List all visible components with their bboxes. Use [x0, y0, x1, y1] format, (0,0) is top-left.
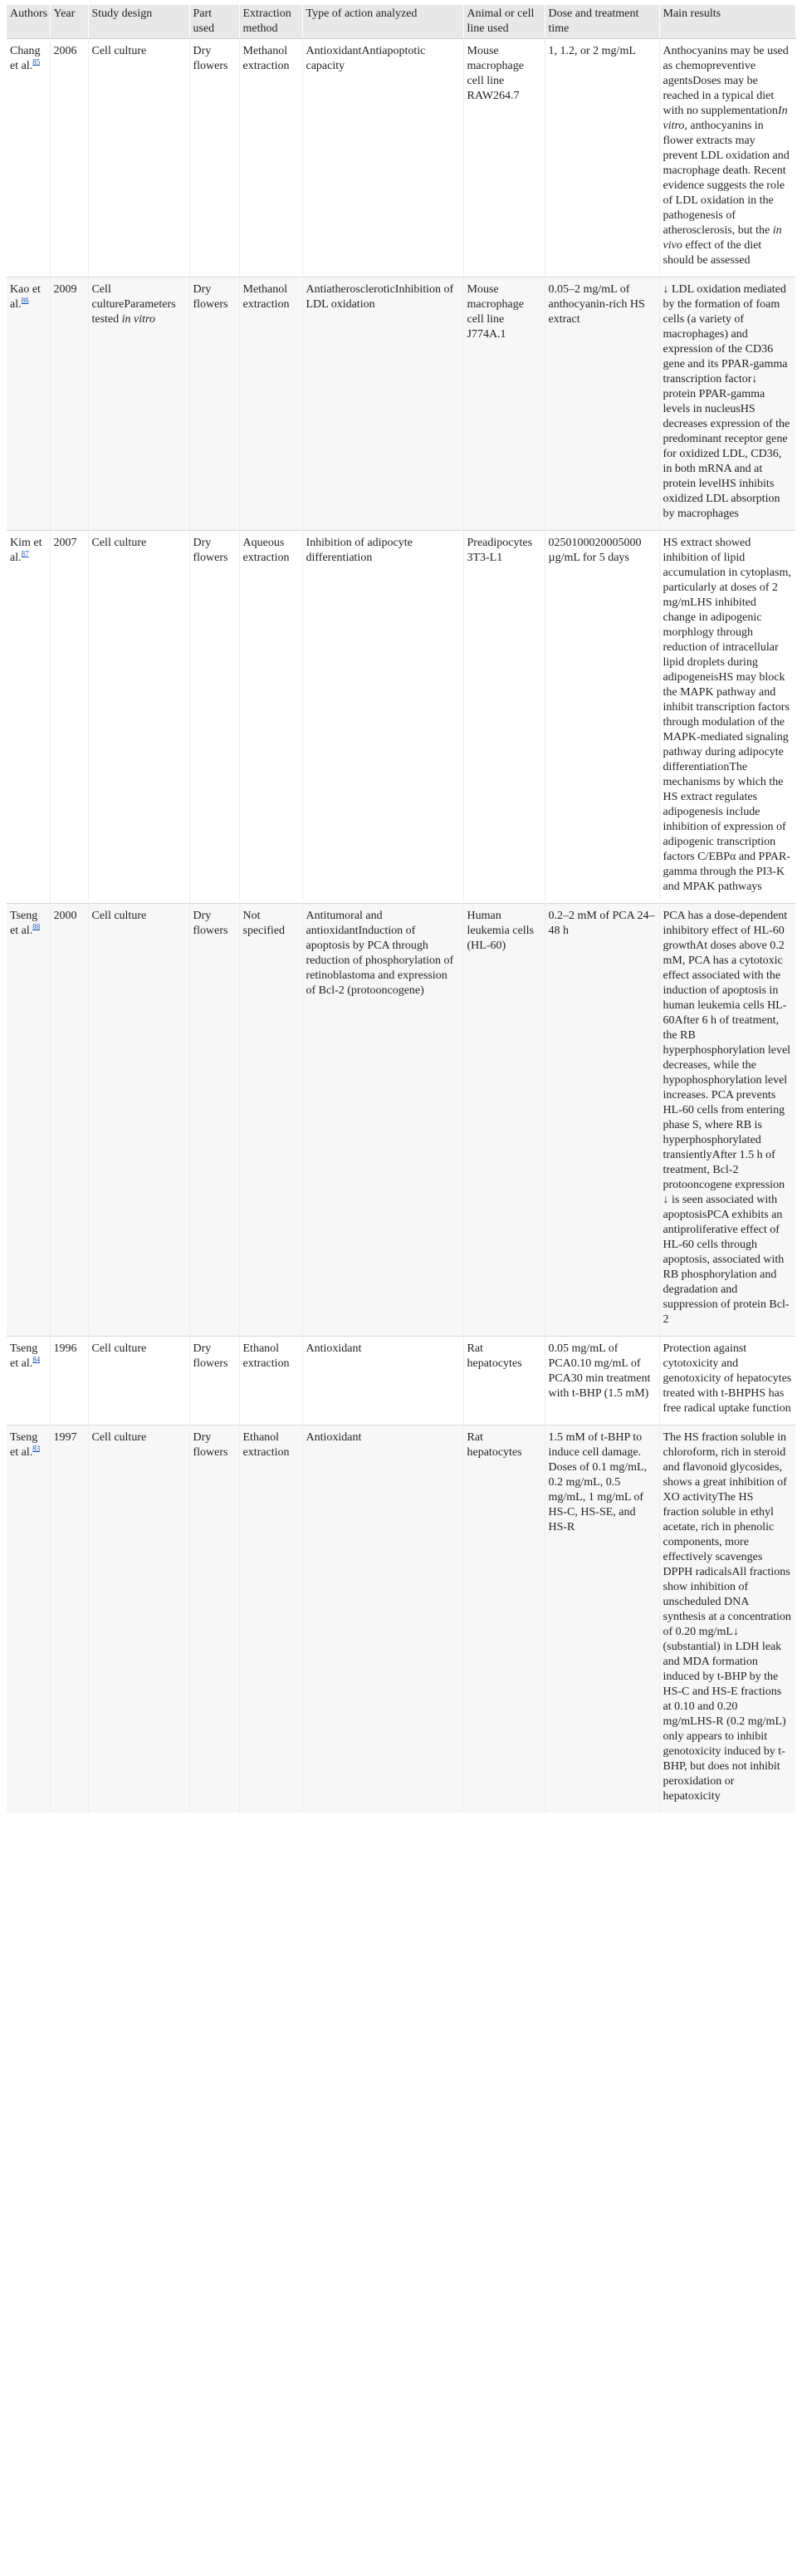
cell-main-results — [659, 277, 795, 531]
cell-year: 1996 — [50, 1337, 88, 1425]
cell-animal-cell-line: Rat hepatocytes — [463, 1337, 545, 1425]
cell-study-design — [88, 531, 189, 904]
cell-study-design — [88, 277, 189, 531]
cell-authors — [7, 1425, 50, 1813]
cell-part-used: Dry flowers — [189, 277, 239, 531]
reference-link[interactable]: 85 — [32, 57, 41, 66]
author-name: Tseng et al. — [10, 1342, 38, 1370]
result-italic-text: in vivo — [663, 224, 782, 252]
cell-authors — [7, 39, 50, 277]
cell-action-type: Antioxidant — [302, 1425, 463, 1813]
cell-part-used: Dry flowers — [189, 1425, 239, 1813]
cell-authors — [7, 904, 50, 1337]
design-text: Cell culture — [91, 1342, 147, 1355]
cell-extraction-method: Methanol extraction — [239, 277, 302, 531]
cell-extraction-method: Not specified — [239, 904, 302, 1337]
cell-study-design — [88, 1337, 189, 1425]
cell-main-results — [659, 531, 795, 904]
cell-authors — [7, 531, 50, 904]
cell-study-design — [88, 39, 189, 277]
table-header-row — [7, 5, 795, 39]
design-italic-text: in vitro — [121, 313, 155, 326]
design-text: Cell culture — [91, 45, 147, 57]
reference-link[interactable]: 83 — [32, 1444, 41, 1453]
cell-extraction-method: Ethanol extraction — [239, 1425, 302, 1813]
reference-link[interactable]: 87 — [21, 549, 29, 558]
header-main-results: Main results — [659, 5, 795, 39]
cell-study-design — [88, 904, 189, 1337]
cell-extraction-method: Ethanol extraction — [239, 1337, 302, 1425]
cell-dose-treatment: 1, 1.2, or 2 mg/mL — [545, 39, 659, 277]
reference-link[interactable]: 88 — [32, 922, 41, 931]
cell-action-type: Antioxidant — [302, 1337, 463, 1425]
author-name: Tseng et al. — [10, 1431, 38, 1459]
cell-year: 2000 — [50, 904, 88, 1337]
header-dose-treatment: Dose and treatment time — [545, 5, 659, 39]
cell-main-results — [659, 1425, 795, 1813]
cell-action-type: Antitumoral and antioxidantInduction of apoptosis by PCA through reduction of phosphorylation of retinoblastoma and expression of Bcl-2 (protooncogene) — [302, 904, 463, 1337]
cell-dose-treatment: 0250100020005000 µg/mL for 5 days — [545, 531, 659, 904]
cell-extraction-method: Methanol extraction — [239, 39, 302, 277]
header-authors: Authors — [7, 5, 50, 39]
cell-dose-treatment: 0.05 mg/mL of PCA0.10 mg/mL of PCA30 min treatment with t-BHP (1.5 mM) — [545, 1337, 659, 1425]
header-action-type: Type of action analyzed — [302, 5, 463, 39]
cell-year: 2009 — [50, 277, 88, 531]
reference-link[interactable]: 84 — [32, 1355, 41, 1364]
header-extraction-method: Extraction method — [239, 5, 302, 39]
header-animal-cell-line: Animal or cell line used — [463, 5, 545, 39]
table-row — [7, 39, 795, 277]
author-name: Kim et al. — [10, 537, 42, 564]
cell-part-used: Dry flowers — [189, 1337, 239, 1425]
cell-main-results — [659, 904, 795, 1337]
cell-authors — [7, 277, 50, 531]
result-text: The HS fraction soluble in chloroform, rich in steroid and flavonoid glycosides, shows a great inhibition of XO activityThe HS fraction soluble in ethyl acetate, rich in phenolic components, more effectively scavenges DPPH radicalsAll fractions show inhibition of unscheduled DNA synthesis at a concentration of 0.20 mg/mL↓ (substantial) in LDH leak and MDA formation induced by t-BHP by the HS-C and HS-E fractions at 0.10 and 0.20 mg/mLHS-R (0.2 mg/mL) only appears to inhibit genotoxicity induced by t-BHP, but does not inhibit peroxidation or hepatoxicity — [663, 1431, 791, 1803]
cell-main-results — [659, 39, 795, 277]
cell-dose-treatment: 0.05–2 mg/mL of anthocyanin-rich HS extract — [545, 277, 659, 531]
cell-year: 2006 — [50, 39, 88, 277]
header-year: Year — [50, 5, 88, 39]
result-text: effect of the diet should be assessed — [663, 239, 762, 267]
result-text: ↓ LDL oxidation mediated by the formation of foam cells (a variety of macrophages) and expression of the CD36 gene and its PPAR-gamma transcription factor↓ protein PPAR-gamma levels in nucleusHS decreases expression of the predominant receptor gene for oxidized LDL, CD36, in both mRNA and at protein levelHS inhibits oxidized LDL absorption by macrophages — [663, 283, 790, 520]
result-text: PCA has a dose-dependent inhibitory effect of HL-60 growthAt doses above 0.2 mM, PCA has a cytotoxic effect associated with the induction of apoptosis in human leukemia cells HL-60After 6 h of treatment, the RB hyperphosphorylation level decreases, while the hypophosphorylation level increases. PCA prevents HL-60 cells from entering phase S, where RB is hyperphosphorylated transientlyAfter 1.5 h of treatment, Bcl-2 protooncogene expression ↓ is seen associated with apoptosisPCA exhibits an antiproliferative effect of HL-60 cells through apoptosis, associated with RB phosphorylation and degradation and suppression of protein Bcl-2 — [663, 910, 791, 1326]
cell-extraction-method: Aqueous extraction — [239, 531, 302, 904]
cell-action-type: AntioxidantAntiapoptotic capacity — [302, 39, 463, 277]
cell-animal-cell-line: Mouse macrophage cell line RAW264.7 — [463, 39, 545, 277]
cell-action-type: AntiatheroscleroticInhibition of LDL oxidation — [302, 277, 463, 531]
cell-dose-treatment: 1.5 mM of t-BHP to induce cell damage. Doses of 0.1 mg/mL, 0.2 mg/mL, 0.5 mg/mL, 1 mg/mL of HS-C, HS-SE, and HS-R — [545, 1425, 659, 1813]
design-text: Cell culture — [91, 910, 147, 922]
header-study-design: Study design — [88, 5, 189, 39]
cell-part-used: Dry flowers — [189, 39, 239, 277]
cell-animal-cell-line: Rat hepatocytes — [463, 1425, 545, 1813]
cell-year: 2007 — [50, 531, 88, 904]
author-name: Chang et al. — [10, 45, 41, 72]
studies-table — [7, 5, 796, 1813]
result-italic-text: In vitro — [663, 105, 788, 132]
author-name: Tseng et al. — [10, 910, 38, 937]
cell-animal-cell-line: Human leukemia cells (HL-60) — [463, 904, 545, 1337]
cell-animal-cell-line: Mouse macrophage cell line J774A.1 — [463, 277, 545, 531]
design-text: Cell culture — [91, 537, 147, 549]
result-text: Protection against cytotoxicity and genotoxicity of hepatocytes treated with t-BHPHS has free radical uptake function — [663, 1342, 792, 1415]
cell-part-used: Dry flowers — [189, 904, 239, 1337]
result-text: HS extract showed inhibition of lipid accumulation in cytoplasm, particularly at doses of 2 mg/mLHS inhibited change in adipogenic morphlogy through reduction of intracellular lipid droplets during adipogeneisHS may block the MAPK pathway and inhibit transcription factors through modulation of the MAPK-mediated signaling pathway during adipocyte differentiationThe mechanisms by which the HS extract regulates adipogenesis include inhibition of expression of adipogenic transcription factors C/EBPα and PPAR-gamma through the PI3-K and MPAK pathways — [663, 537, 791, 893]
table-row — [7, 1425, 795, 1813]
header-part-used: Part used — [189, 5, 239, 39]
table-row — [7, 904, 795, 1337]
cell-part-used: Dry flowers — [189, 531, 239, 904]
cell-main-results — [659, 1337, 795, 1425]
reference-link[interactable]: 86 — [21, 296, 29, 305]
result-text: Anthocyanins may be used as chemopreventive agentsDoses may be reached in a typical diet with no supplementation — [663, 45, 789, 117]
table-row — [7, 277, 795, 531]
cell-study-design — [88, 1425, 189, 1813]
cell-year: 1997 — [50, 1425, 88, 1813]
cell-dose-treatment: 0.2–2 mM of PCA 24–48 h — [545, 904, 659, 1337]
result-text: , anthocyanins in flower extracts may prevent LDL oxidation and macrophage death. Recent evidence suggests the role of LDL oxidation in the pathogenesis of atherosclerosis, but the — [663, 120, 790, 237]
cell-action-type: Inhibition of adipocyte differentiation — [302, 531, 463, 904]
author-name: Kao et al. — [10, 283, 41, 311]
table-row — [7, 1337, 795, 1425]
design-text: Cell cultureParameters tested — [91, 283, 176, 326]
cell-animal-cell-line: Preadipocytes 3T3-L1 — [463, 531, 545, 904]
table-row — [7, 531, 795, 904]
cell-authors — [7, 1337, 50, 1425]
design-text: Cell culture — [91, 1431, 147, 1444]
